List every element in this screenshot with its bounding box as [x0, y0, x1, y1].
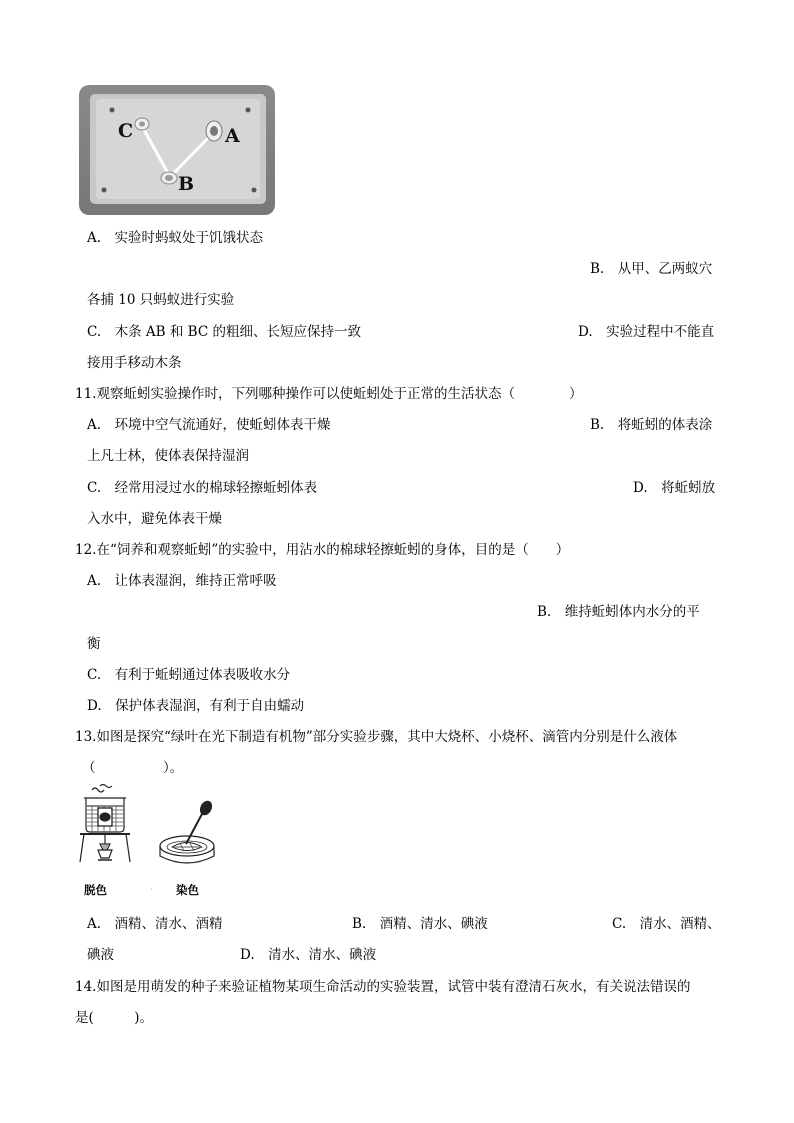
label-a: A: [225, 125, 240, 147]
q14-stem: 14.如图是用萌发的种子来验证植物某项生命活动的实验装置，试管中装有澄清石灰水，有关说法错误的: [75, 979, 691, 995]
svg-text:·: ·: [150, 885, 153, 894]
label-c: C: [118, 120, 134, 142]
iodine-dish-apparatus: [160, 799, 214, 863]
q13-option-c-cont: 碘液: [87, 947, 114, 963]
q13-stem-cont: （ ）。: [82, 760, 184, 776]
q10-option-b-cont: 各捕 10 只蚂蚁进行实验: [87, 292, 235, 308]
q11-option-b-cont: 上凡士林，使体表保持湿润: [87, 448, 249, 464]
q13-option-b: B. 酒精、清水、碘液: [352, 916, 488, 932]
leaf-starch-figure: [74, 784, 234, 904]
q11-option-d: D. 将蚯蚓放: [633, 480, 716, 496]
label-b: B: [178, 173, 195, 195]
q12-option-d: D. 保护体表湿润，有利于自由蠕动: [87, 698, 305, 714]
q11-stem: 11.观察蚯蚓实验操作时，下列哪种操作可以使蚯蚓处于正常的生活状态（ ）: [75, 386, 583, 402]
q12-option-b-cont: 衡: [87, 636, 101, 652]
q12-option-c: C. 有利于蚯蚓通过体表吸收水分: [87, 667, 291, 683]
q11-option-a: A. 环境中空气流通好，使蚯蚓体表干燥: [87, 417, 331, 433]
q11-option-b: B. 将蚯蚓的体表涂: [590, 417, 713, 433]
q13-option-a: A. 酒精、清水、酒精: [87, 916, 223, 932]
q11-option-c: C. 经常用浸过水的棉球轻擦蚯蚓体表: [87, 480, 318, 496]
q11-option-d-cont: 入水中，避免体表干燥: [87, 511, 222, 527]
q10-option-d-cont: 接用手移动木条: [87, 355, 182, 371]
q10-option-d: D. 实验过程中不能直: [578, 324, 715, 340]
caption-decolorize: 脱色: [84, 883, 107, 897]
q13-option-d: D. 清水、清水、碘液: [240, 947, 377, 963]
q13-stem: 13.如图是探究“绿叶在光下制造有机物”部分实验步骤，其中大烧杯、小烧杯、滴管内分别是什么液体: [75, 729, 678, 745]
water-bath-apparatus: [80, 785, 130, 863]
q12-stem: 12.在“饲养和观察蚯蚓”的实验中，用沾水的棉球轻擦蚯蚓的身体，目的是（ ）: [75, 542, 570, 558]
q12-option-b: B. 维持蚯蚓体内水分的平: [537, 604, 700, 620]
q13-option-c: C. 清水、酒精、: [612, 916, 721, 932]
caption-stain: 染色: [176, 883, 199, 897]
q12-option-a: A. 让体表湿润，维持正常呼吸: [87, 573, 277, 589]
ant-experiment-figure: [78, 84, 276, 216]
q14-stem-cont: 是( )。: [75, 1010, 154, 1026]
q10-option-a: A. 实验时蚂蚁处于饥饿状态: [87, 230, 264, 246]
q10-option-b: B. 从甲、乙两蚁穴: [590, 261, 713, 277]
q10-option-c: C. 木条 AB 和 BC 的粗细、长短应保持一致: [87, 324, 361, 340]
